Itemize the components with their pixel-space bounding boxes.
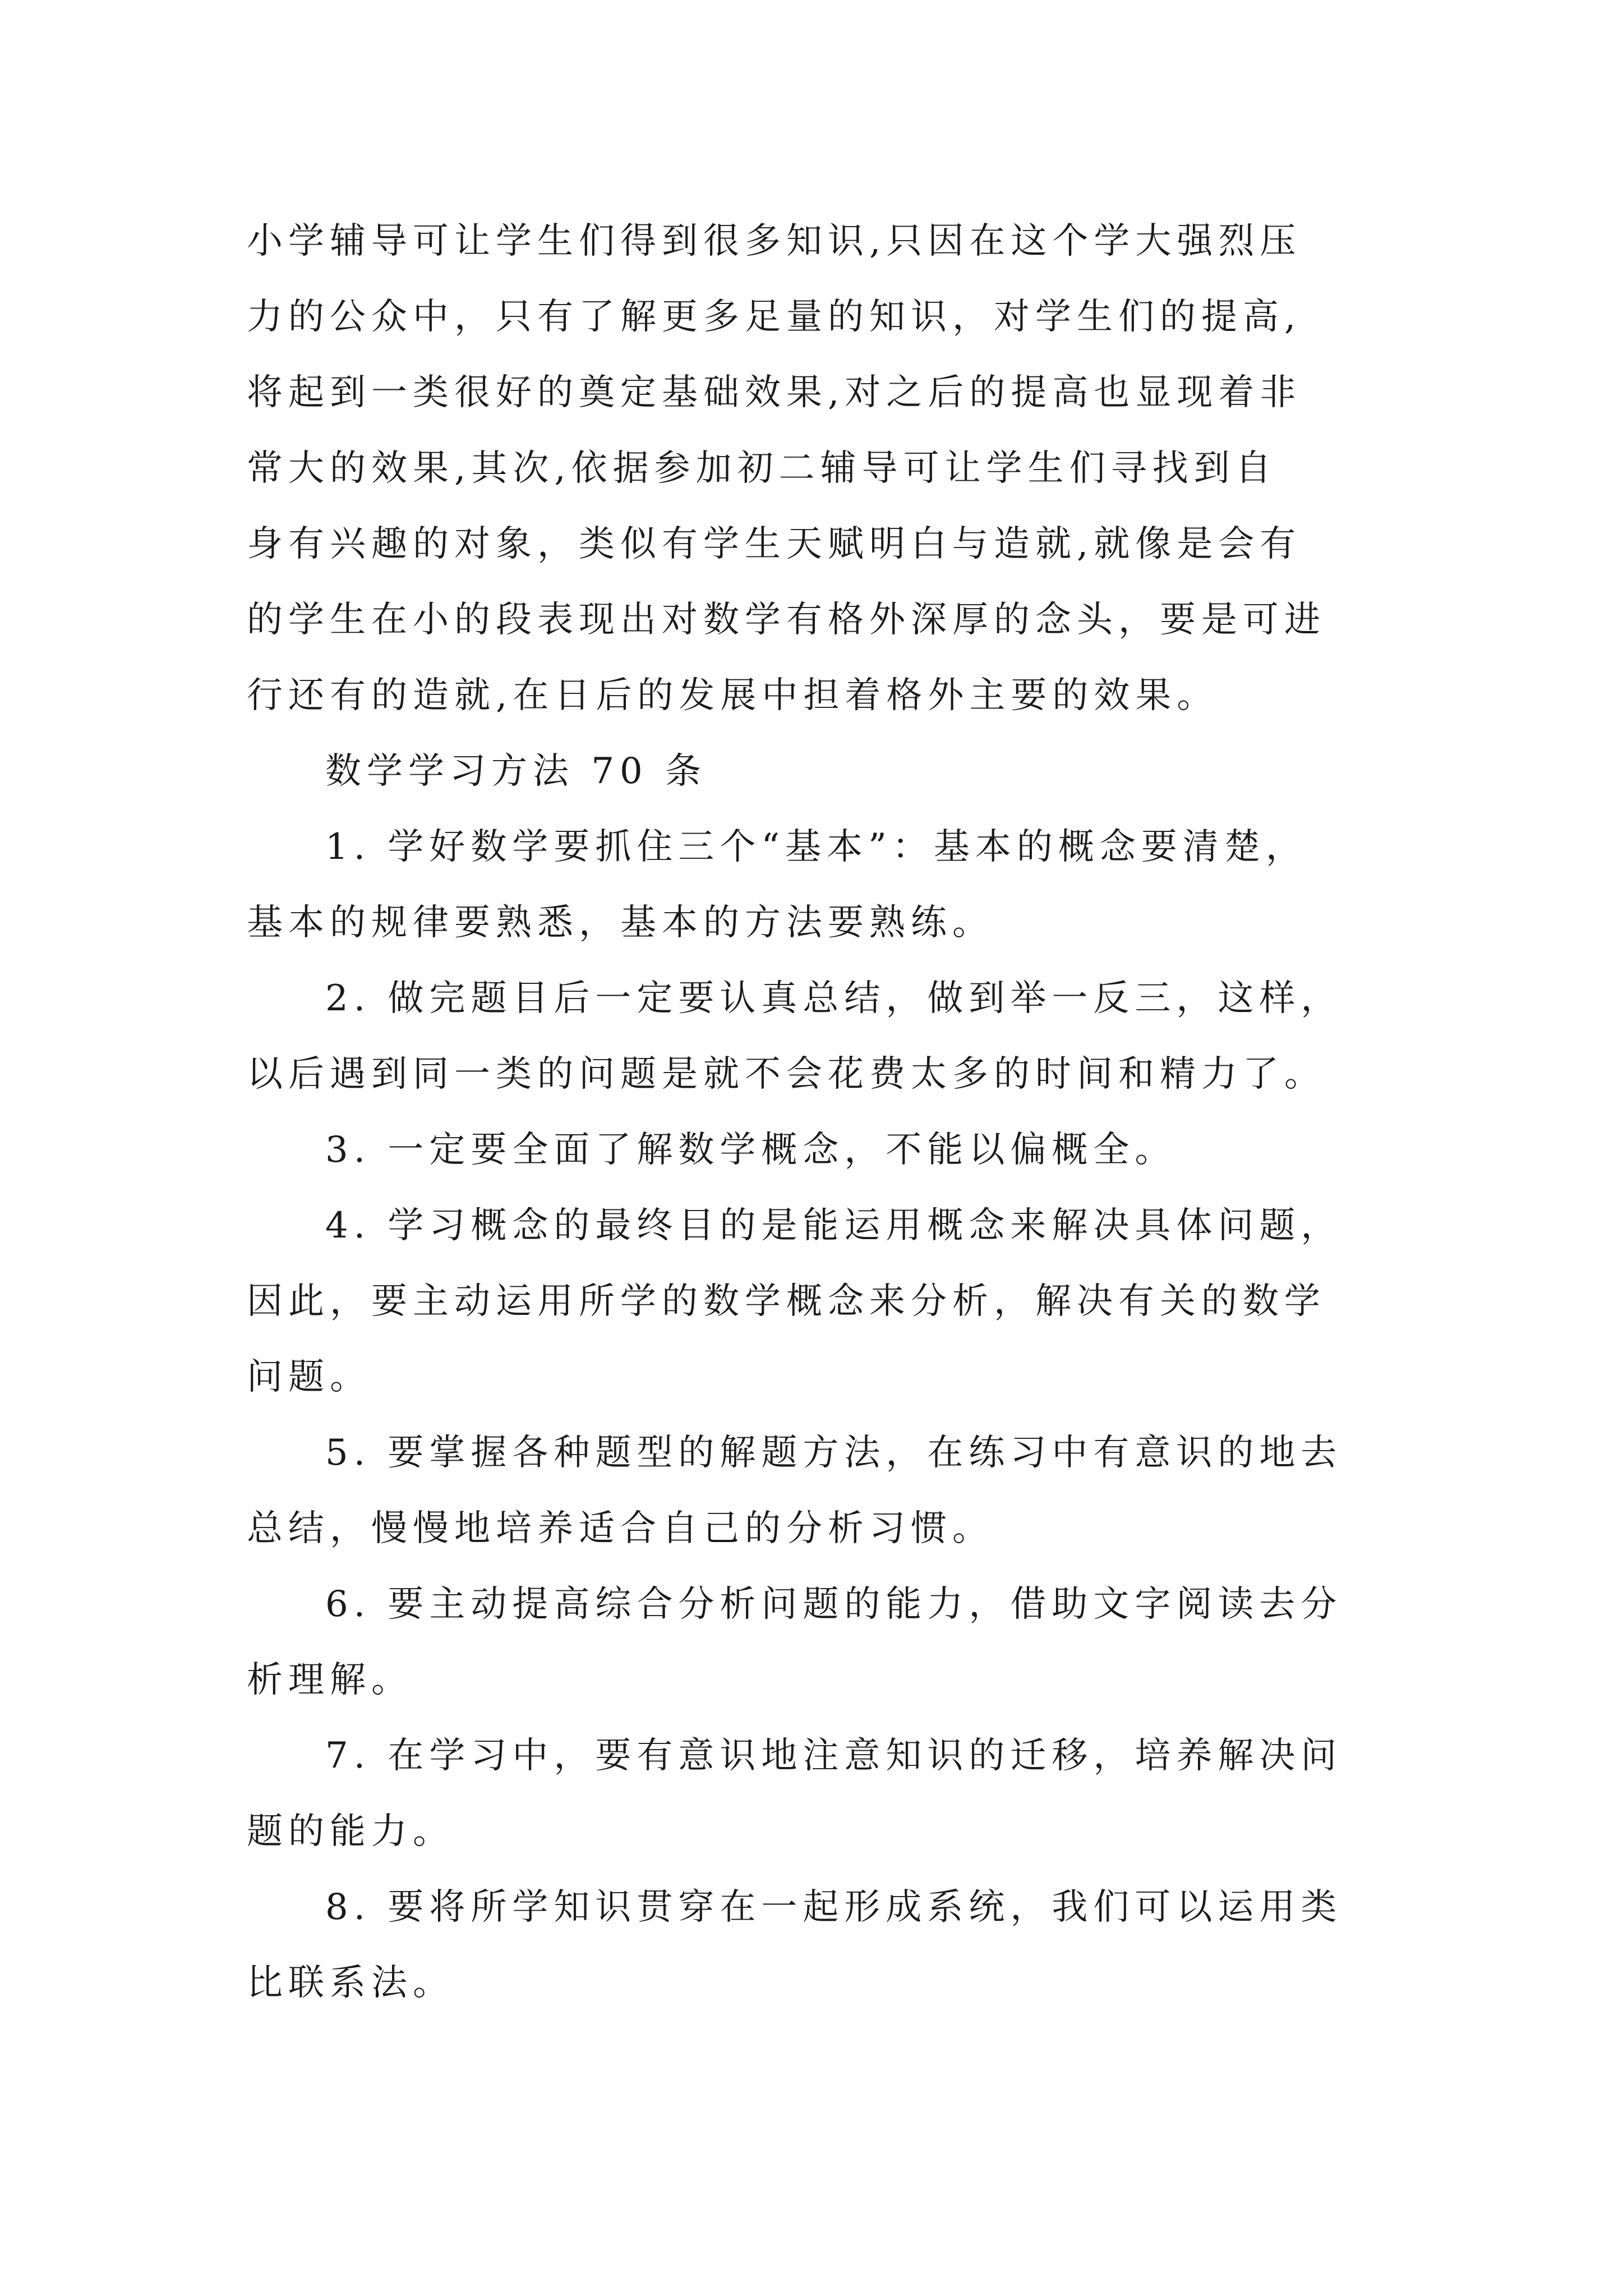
list-item-3-line-1: 3. 一定要全面了解数学概念，不能以偏概全。 (325, 1129, 1177, 1171)
list-item-2-line-1: 2. 做完题目后一定要认真总结，做到举一反三，这样， (325, 978, 1343, 1019)
list-item-8-line-1: 8. 要将所学知识贯穿在一起形成系统，我们可以运用类 (325, 1887, 1343, 1928)
list-item-5-line-1: 5. 要掌握各种题型的解题方法，在练习中有意识的地去 (325, 1432, 1343, 1474)
list-item-1-line-2: 基本的规律要熟悉，基本的方法要熟练。 (247, 902, 994, 944)
list-item-4-line-3: 问题。 (247, 1356, 371, 1398)
list-item-1-line-1: 1. 学好数学要抓住三个“基本”：基本的概念要清楚， (325, 826, 1307, 868)
list-item-4-line-2: 因此，要主动运用所学的数学概念来分析，解决有关的数学 (247, 1281, 1326, 1322)
intro-line-2: 力的公众中，只有了解更多足量的知识，对学生们的提高, (247, 296, 1302, 338)
list-item-8-line-2: 比联系法。 (247, 1962, 454, 2004)
list-item-2-line-2: 以后遇到同一类的问题是就不会花费太多的时间和精力了。 (247, 1053, 1326, 1095)
section-title: 数学学习方法 70 条 (325, 751, 707, 792)
intro-line-4: 常大的效果,其次,依据参加初二辅导可让学生们寻找到自 (247, 448, 1277, 489)
list-item-5-line-2: 总结，慢慢地培养适合自己的分析习惯。 (247, 1508, 994, 1549)
intro-line-5: 身有兴趣的对象，类似有学生天赋明白与造就,就像是会有 (247, 523, 1302, 565)
intro-line-7: 行还有的造就,在日后的发展中担着格外主要的效果。 (247, 675, 1219, 716)
intro-line-1: 小学辅导可让学生们得到很多知识,只因在这个学大强烈压 (247, 220, 1302, 262)
list-item-4-line-1: 4. 学习概念的最终目的是能运用概念来解决具体问题， (325, 1205, 1343, 1246)
list-item-7-line-2: 题的能力。 (247, 1811, 454, 1852)
intro-line-3: 将起到一类很好的奠定基础效果,对之后的提高也显现着非 (247, 372, 1302, 413)
list-item-7-line-1: 7. 在学习中，要有意识地注意知识的迁移，培养解决问 (325, 1735, 1343, 1777)
list-item-6-line-2: 析理解。 (247, 1659, 413, 1701)
list-item-6-line-1: 6. 要主动提高综合分析问题的能力，借助文字阅读去分 (325, 1584, 1343, 1625)
intro-line-6: 的学生在小的段表现出对数学有格外深厚的念头，要是可进 (247, 599, 1326, 641)
